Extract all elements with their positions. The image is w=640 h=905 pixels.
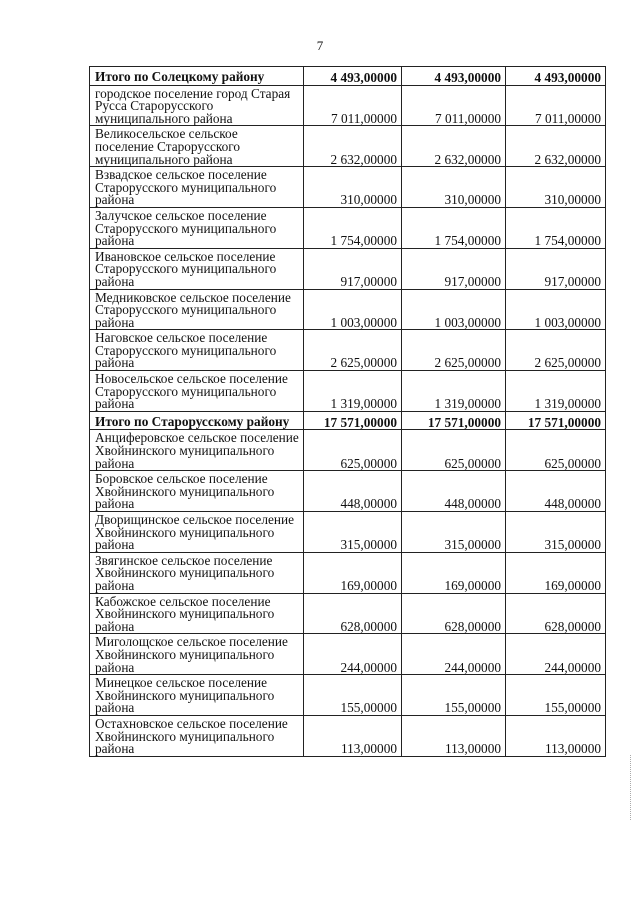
- value-cell: 1 003,00000: [402, 289, 506, 330]
- value-cell: 628,00000: [402, 593, 506, 634]
- value-cell: 1 003,00000: [506, 289, 606, 330]
- row-name-cell: Взвадское сельское поселение Старорусского муниципального района: [90, 167, 304, 208]
- table-row: [90, 675, 606, 716]
- value-cell: 628,00000: [506, 593, 606, 634]
- row-name-cell: Медниковское сельское поселение Старорусского муниципального района: [90, 289, 304, 330]
- value-cell: 169,00000: [402, 552, 506, 593]
- value-cell: 2 625,00000: [304, 330, 402, 371]
- row-name-cell: Великосельское сельское поселение Старорусского муниципального района: [90, 126, 304, 167]
- budget-table: [89, 66, 606, 757]
- value-cell: 2 632,00000: [402, 126, 506, 167]
- value-cell: 625,00000: [506, 430, 606, 471]
- value-cell: 625,00000: [402, 430, 506, 471]
- value-cell: 155,00000: [402, 675, 506, 716]
- table-row: [90, 512, 606, 553]
- table-row: [90, 430, 606, 471]
- value-cell: 315,00000: [402, 512, 506, 553]
- page-number: 7: [316, 38, 324, 53]
- value-cell: 315,00000: [304, 512, 402, 553]
- row-name-cell: Звягинское сельское поселение Хвойнинского муниципального района: [90, 552, 304, 593]
- value-cell: 4 493,00000: [402, 67, 506, 86]
- value-cell: 310,00000: [506, 167, 606, 208]
- row-name-cell: Итого по Старорусскому району: [90, 411, 304, 430]
- value-cell: 113,00000: [402, 715, 506, 756]
- value-cell: 448,00000: [402, 471, 506, 512]
- value-cell: 244,00000: [402, 634, 506, 675]
- row-name-cell: Залучское сельское поселение Старорусского муниципального района: [90, 207, 304, 248]
- total-row: [90, 411, 606, 430]
- value-cell: 1 319,00000: [506, 371, 606, 412]
- value-cell: 1 754,00000: [304, 207, 402, 248]
- value-cell: 628,00000: [304, 593, 402, 634]
- row-name-cell: Минецкое сельское поселение Хвойнинского муниципального района: [90, 675, 304, 716]
- table-row: [90, 248, 606, 289]
- value-cell: 169,00000: [304, 552, 402, 593]
- value-cell: 244,00000: [304, 634, 402, 675]
- value-cell: 1 319,00000: [304, 371, 402, 412]
- table-row: [90, 330, 606, 371]
- total-row: [90, 67, 606, 86]
- value-cell: 2 632,00000: [506, 126, 606, 167]
- value-cell: 625,00000: [304, 430, 402, 471]
- value-cell: 315,00000: [506, 512, 606, 553]
- table-row: [90, 552, 606, 593]
- value-cell: 4 493,00000: [506, 67, 606, 86]
- row-name-cell: городское поселение город Старая Русса Старорусского муниципального района: [90, 85, 304, 126]
- row-name-cell: Новосельское сельское поселение Старорусского муниципального района: [90, 371, 304, 412]
- table-row: [90, 371, 606, 412]
- value-cell: 2 625,00000: [402, 330, 506, 371]
- table-row: [90, 634, 606, 675]
- row-name-cell: Миголощское сельское поселение Хвойнинского муниципального района: [90, 634, 304, 675]
- value-cell: 448,00000: [506, 471, 606, 512]
- row-name-cell: Дворищинское сельское поселение Хвойнинского муниципального района: [90, 512, 304, 553]
- value-cell: 17 571,00000: [304, 411, 402, 430]
- value-cell: 448,00000: [304, 471, 402, 512]
- value-cell: 1 754,00000: [402, 207, 506, 248]
- value-cell: 155,00000: [506, 675, 606, 716]
- value-cell: 169,00000: [506, 552, 606, 593]
- value-cell: 917,00000: [402, 248, 506, 289]
- value-cell: 7 011,00000: [506, 85, 606, 126]
- table-row: [90, 126, 606, 167]
- table-body: [90, 67, 606, 757]
- value-cell: 2 625,00000: [506, 330, 606, 371]
- value-cell: 17 571,00000: [506, 411, 606, 430]
- value-cell: 310,00000: [304, 167, 402, 208]
- value-cell: 113,00000: [304, 715, 402, 756]
- value-cell: 1 754,00000: [506, 207, 606, 248]
- row-name-cell: Итого по Солецкому району: [90, 67, 304, 86]
- value-cell: 7 011,00000: [304, 85, 402, 126]
- scan-artifact: [630, 755, 632, 820]
- value-cell: 1 319,00000: [402, 371, 506, 412]
- value-cell: 4 493,00000: [304, 67, 402, 86]
- value-cell: 310,00000: [402, 167, 506, 208]
- value-cell: 917,00000: [506, 248, 606, 289]
- value-cell: 244,00000: [506, 634, 606, 675]
- table-row: [90, 715, 606, 756]
- value-cell: 17 571,00000: [402, 411, 506, 430]
- table-row: [90, 593, 606, 634]
- row-name-cell: Наговское сельское поселение Старорусского муниципального района: [90, 330, 304, 371]
- table-row: [90, 289, 606, 330]
- value-cell: 1 003,00000: [304, 289, 402, 330]
- value-cell: 917,00000: [304, 248, 402, 289]
- row-name-cell: Анциферовское сельское поселение Хвойнинского муниципального района: [90, 430, 304, 471]
- row-name-cell: Ивановское сельское поселение Старорусского муниципального района: [90, 248, 304, 289]
- row-name-cell: Кабожское сельское поселение Хвойнинского муниципального района: [90, 593, 304, 634]
- value-cell: 155,00000: [304, 675, 402, 716]
- value-cell: 113,00000: [506, 715, 606, 756]
- value-cell: 7 011,00000: [402, 85, 506, 126]
- row-name-cell: Боровское сельское поселение Хвойнинского муниципального района: [90, 471, 304, 512]
- table-row: [90, 471, 606, 512]
- row-name-cell: Остахновское сельское поселение Хвойнинского муниципального района: [90, 715, 304, 756]
- value-cell: 2 632,00000: [304, 126, 402, 167]
- table-row: [90, 207, 606, 248]
- table-row: [90, 167, 606, 208]
- table-row: [90, 85, 606, 126]
